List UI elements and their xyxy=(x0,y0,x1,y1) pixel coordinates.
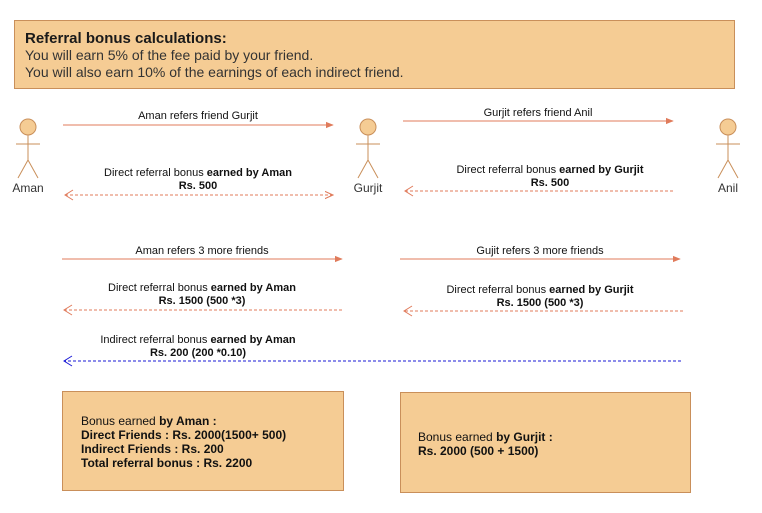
actor-aman xyxy=(0,118,58,195)
summary-gurjit-amount: Rs. 2000 (500 + 1500) xyxy=(418,444,539,458)
summary-aman-indirect: Indirect Friends : Rs. 200 xyxy=(81,442,224,456)
message-indirect-bonus-aman-prefix: Indirect referral bonus xyxy=(100,334,211,346)
message-direct-bonus-1500-gurjit-amount: Rs. 1500 (500 *3) xyxy=(496,297,584,309)
message-indirect-bonus-aman-bold: earned by Aman xyxy=(210,334,296,346)
actor-gurjit xyxy=(338,118,398,195)
summary-gurjit-bold: by Gurjit : xyxy=(496,430,553,444)
summary-aman-box xyxy=(62,391,344,491)
anil-stick-figure-icon xyxy=(713,118,743,180)
message-direct-bonus-aman-prefix: Direct referral bonus xyxy=(104,167,207,179)
actor-gurjit-label: Gurjit xyxy=(353,181,383,195)
message-gurjit-refers-anil: Gurjit refers friend Anil xyxy=(483,107,593,119)
actor-anil-label: Anil xyxy=(717,181,738,195)
actor-anil xyxy=(698,118,758,195)
summary-aman-direct: Direct Friends : Rs. 2000(1500+ 500) xyxy=(81,428,287,442)
actor-aman-label: Aman xyxy=(12,181,44,195)
summary-aman-total: Total referral bonus : Rs. 2200 xyxy=(81,456,253,470)
message-direct-bonus-aman-bold: earned by Aman xyxy=(206,167,292,179)
message-direct-bonus-gurjit-amount: Rs. 500 xyxy=(530,177,570,189)
message-direct-bonus-gurjit-prefix: Direct referral bonus xyxy=(456,164,560,176)
message-direct-bonus-1500-aman xyxy=(62,282,342,308)
message-direct-bonus-1500-gurjit-prefix: Direct referral bonus xyxy=(446,284,550,296)
message-indirect-bonus-aman-amount: Rs. 200 (200 *0.10) xyxy=(149,347,246,359)
message-direct-bonus-gurjit-bold: earned by Gurjit xyxy=(559,164,644,176)
message-gujit-refers-3: Gujit refers 3 more friends xyxy=(476,245,604,257)
info-title: Referral bonus calculations: xyxy=(25,30,227,47)
message-direct-bonus-1500-aman-amount: Rs. 1500 (500 *3) xyxy=(158,295,246,307)
info-line-1: You will earn 5% of the fee paid by your friend. xyxy=(25,47,314,63)
message-direct-bonus-1500-aman-bold: earned by Aman xyxy=(210,282,296,294)
summary-aman-heading xyxy=(81,414,325,428)
gurjit-stick-figure-icon xyxy=(353,118,383,180)
summary-aman-bold: by Aman : xyxy=(159,414,217,428)
summary-gurjit-heading xyxy=(418,430,673,444)
message-direct-bonus-gurjit xyxy=(415,164,685,190)
summary-gurjit-prefix: Bonus earned xyxy=(418,430,497,444)
message-direct-bonus-1500-gurjit xyxy=(400,284,680,310)
message-direct-bonus-aman-amount: Rs. 500 xyxy=(178,180,218,192)
message-aman-refers-3: Aman refers 3 more friends xyxy=(135,245,269,257)
aman-stick-figure-icon xyxy=(13,118,43,180)
message-indirect-bonus-aman xyxy=(58,334,338,360)
summary-aman-prefix: Bonus earned xyxy=(81,414,160,428)
info-line-2: You will also earn 10% of the earnings of each indirect friend. xyxy=(25,64,404,80)
message-aman-refers-gurjit: Aman refers friend Gurjit xyxy=(138,110,258,122)
message-direct-bonus-1500-aman-prefix: Direct referral bonus xyxy=(108,282,211,294)
message-direct-bonus-1500-gurjit-bold: earned by Gurjit xyxy=(549,284,634,296)
summary-gurjit-box xyxy=(400,392,691,493)
message-direct-bonus-aman xyxy=(63,167,333,193)
